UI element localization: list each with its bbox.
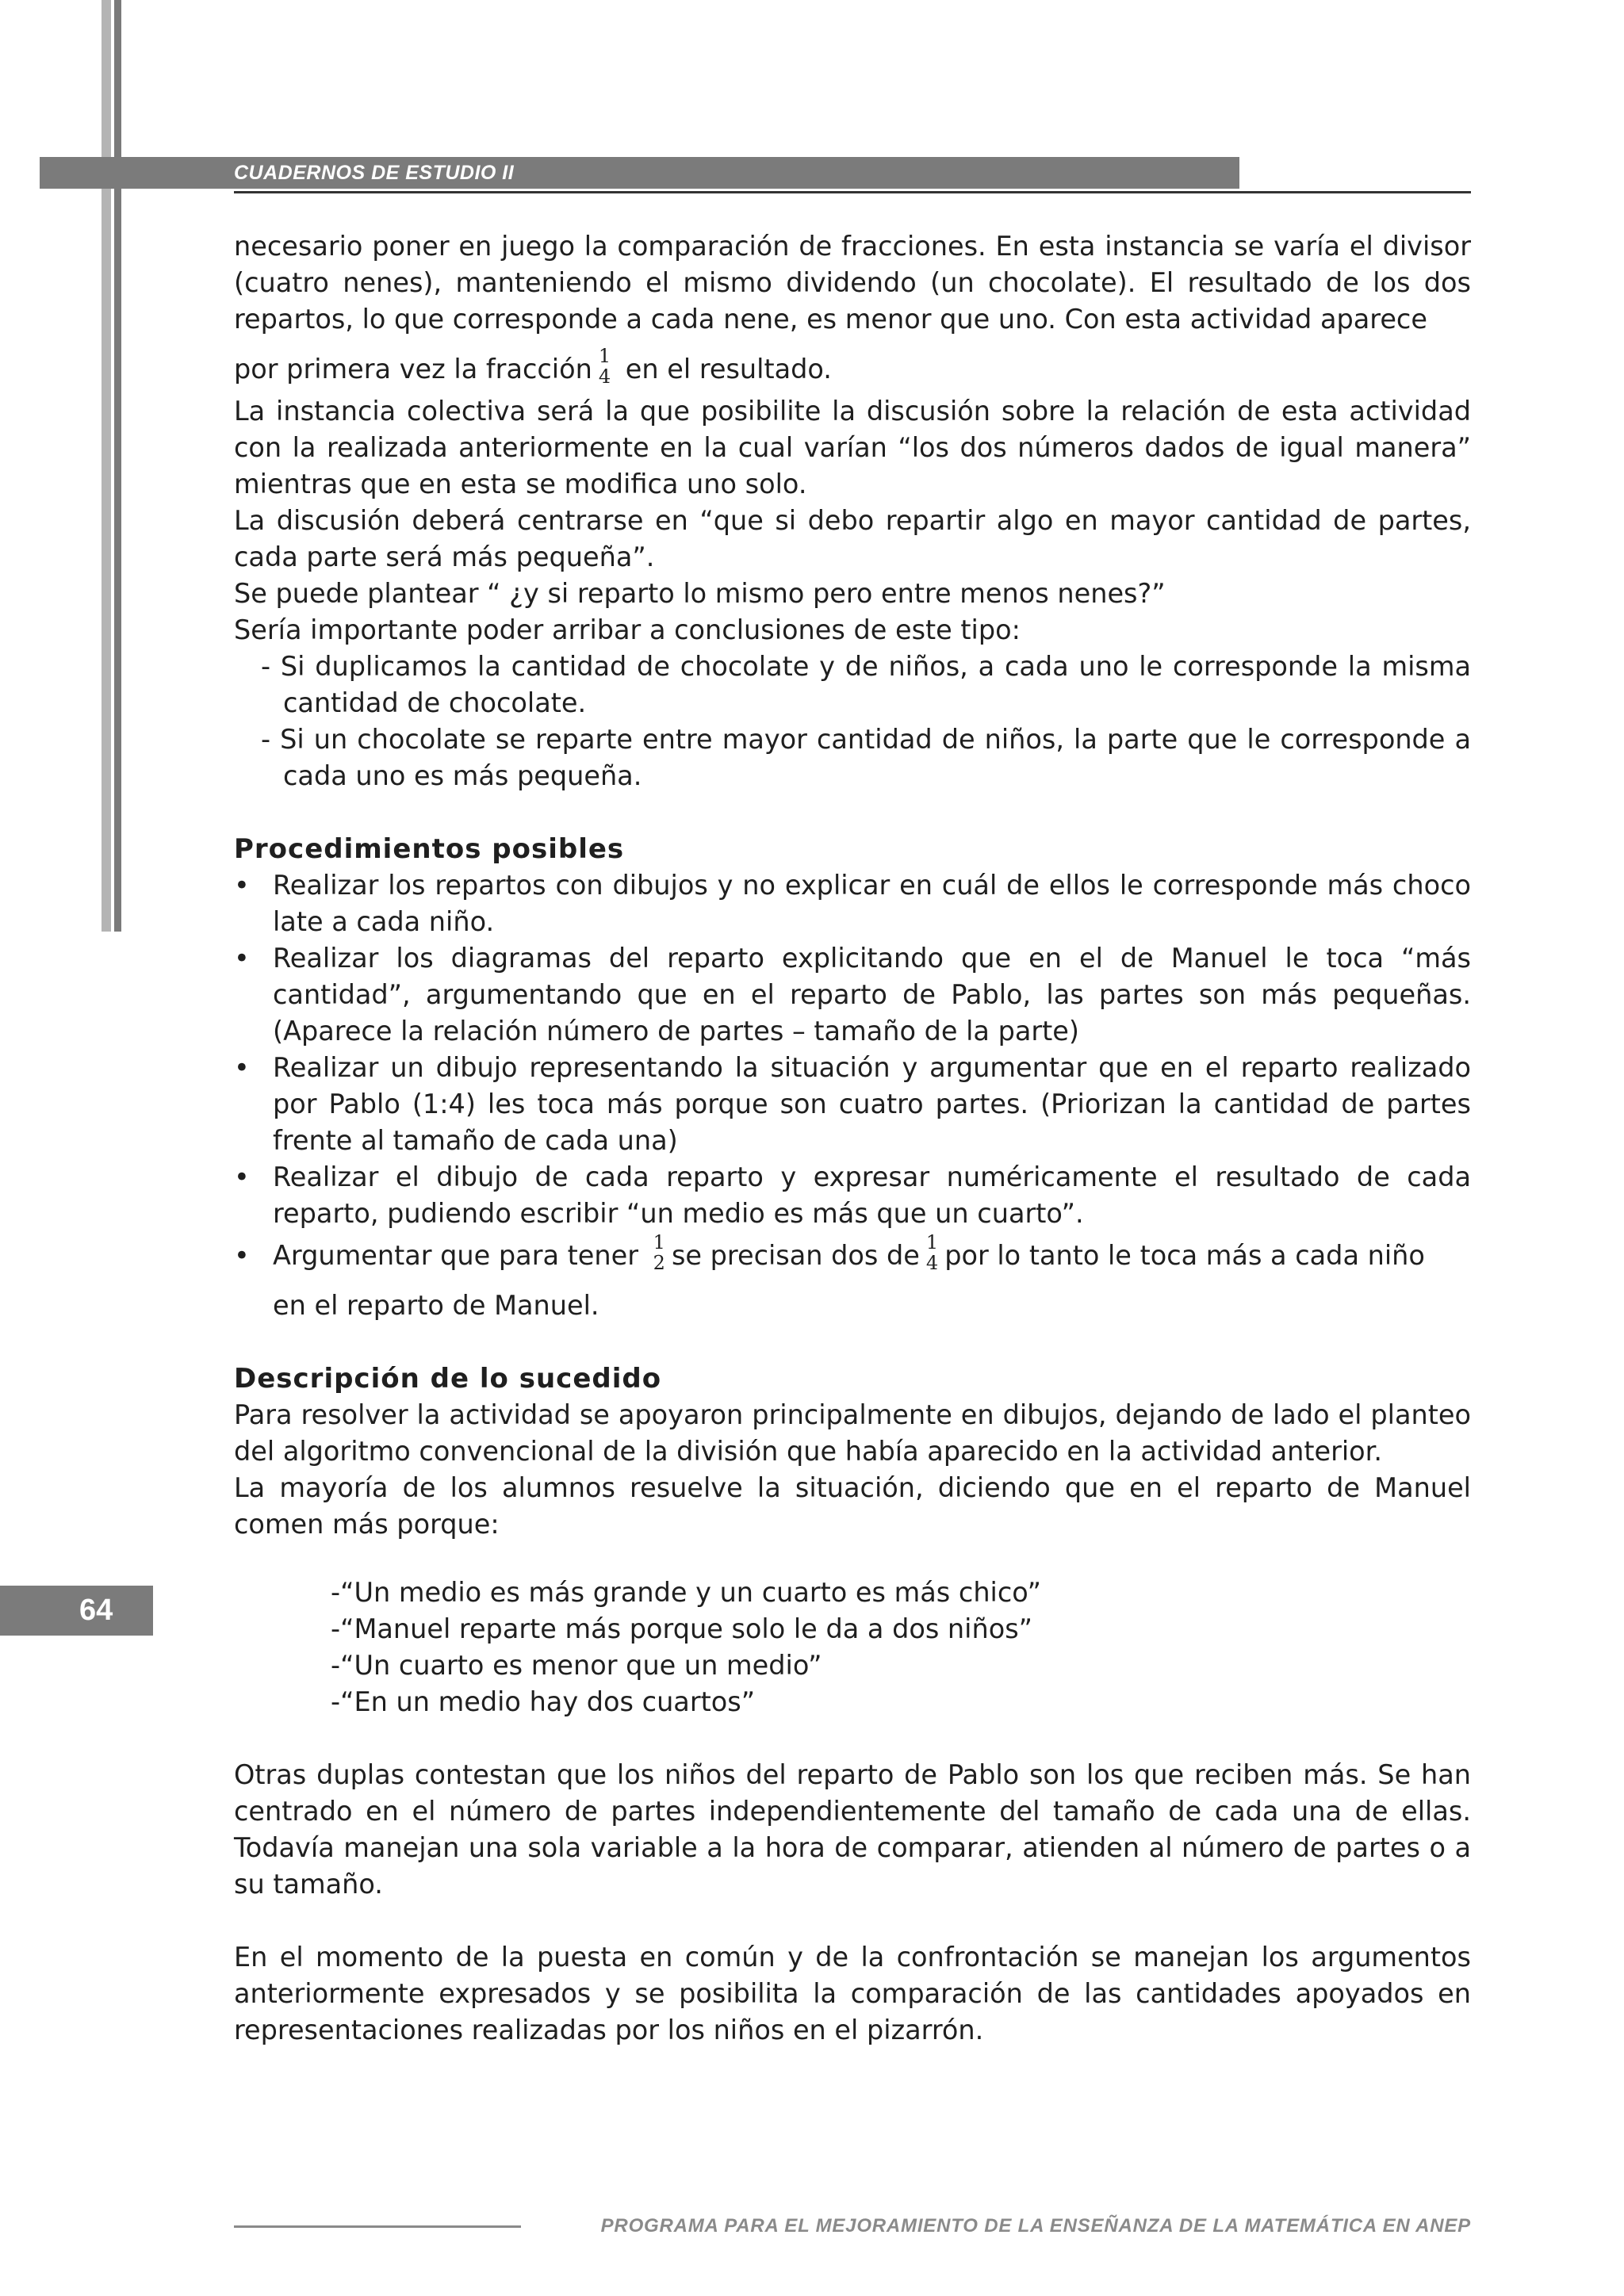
footer-title: PROGRAMA PARA EL MEJORAMIENTO DE LA ENSEÑANZA DE LA MATEMÁTICA EN ANEP [600,2215,1471,2237]
fraction-denominator: 2 [653,1251,665,1274]
fraction-numerator: 1 [925,1230,939,1253]
text-span: se precisan dos de [671,1240,920,1271]
paragraph: La mayoría de los alumnos resuelve la situación, diciendo que en el reparto de Manuel comen más porque: [234,1472,1471,1540]
bullet-icon: • [234,1052,250,1083]
main-text [234,228,1471,2049]
paragraph: Otras duplas contestan que los niños del reparto de Pablo son los que reciben más. Se han centrado en el número de partes independientemente del tamaño de cada una de ellas. Todavía manejan una sola variable a la hora de comparar, atienden al número de partes o a su tamaño. [234,1759,1471,1900]
paragraph: En el momento de la puesta en común y de la confrontación se manejan los argumentos anteriormente expresados y se posibilita la comparación de las cantidades apoyados en representaciones realizadas por los niños en el pizarrón. [234,1942,1471,2045]
section-title-descripcion: Descripción de lo sucedido [234,1363,662,1395]
paragraph-with-fraction [234,346,1471,393]
student-quotes-list [234,1575,1471,1720]
quote-item: -“Manuel reparte más porque solo le da a dos niños” [331,1613,1033,1644]
list-item-text: Realizar los diagramas del reparto explicitando que en el de Manuel le toca “más cantidad”, argumentando que en el reparto de Pablo, las partes son más pequeñas. (Aparece la relación número de partes – tamaño de la parte) [273,943,1471,1047]
paragraph: Para resolver la actividad se apoyaron principalmente en dibujos, dejando de lado el planteo del algoritmo convencional de la división que había aparecido en la actividad anterior. [234,1399,1471,1467]
list-item-text: Realizar un dibujo representando la situación y argumentar que en el reparto realizado por Pablo (1:4) les toca más porque son cuatro partes. (Priorizan la cantidad de partes frente al tamaño de cada una) [273,1052,1471,1156]
fraction-numerator: 1 [598,344,611,367]
conclusions-list [234,649,1471,794]
bullet-icon: • [234,870,250,901]
bullet-icon: • [234,943,250,974]
margin-bar-dark [114,0,121,932]
fraction-numerator: 1 [653,1230,665,1253]
list-item [234,1050,1471,1159]
list-item: - Si un chocolate se reparte entre mayor cantidad de niños, la parte que le corresponde a cada uno es más pequeña. [261,724,1471,791]
paragraph: necesario poner en juego la comparación de fracciones. En esta instancia se varía el divisor (cuatro nenes), manteniendo el mismo dividendo (un chocolate). El resultado de los dos repartos, lo que corresponde a cada nene, es menor que uno. Con esta actividad aparece [234,231,1471,335]
list-item-continuation: en el reparto de Manuel. [273,1290,599,1321]
running-header-title: CUADERNOS DE ESTUDIO II [234,162,515,184]
bullet-icon: • [234,1161,250,1192]
paragraph: Se puede plantear “ ¿y si reparto lo mismo pero entre menos nenes?” [234,578,1166,609]
page-number: 64 [79,1594,113,1627]
paragraph: La discusión deberá centrarse en “que si debo repartir algo en mayor cantidad de partes, cada parte será más pequeña”. [234,505,1471,572]
paragraph: Sería importante poder arribar a conclusiones de este tipo: [234,614,1021,645]
list-item: - Si duplicamos la cantidad de chocolate y de niños, a cada uno le corresponde la misma cantidad de chocolate. [261,651,1471,718]
header-band [40,157,1239,189]
text-span: por primera vez la fracción [234,354,592,385]
quote-item: -“Un medio es más grande y un cuarto es más chico” [331,1577,1041,1608]
list-item-with-fractions [234,1232,1471,1324]
quote-item: -“Un cuarto es menor que un medio” [331,1650,822,1681]
header-rule [234,191,1471,193]
page-number-tab [0,1586,153,1636]
paragraph: La instancia colectiva será la que posibilite la discusión sobre la relación de esta actividad con la realizada anteriormente en la cual varían “los dos números dados de igual manera” mientras que en esta se modifica uno solo. [234,396,1471,499]
list-item [234,1159,1471,1232]
fraction [597,346,612,387]
list-item [234,867,1471,940]
section-title-procedimientos: Procedimientos posibles [234,833,625,865]
fraction-denominator: 4 [925,1251,939,1274]
text-span: en el resultado. [617,354,832,385]
text-span: por lo tanto le toca más a cada niño [944,1240,1425,1271]
fraction [925,1232,940,1273]
margin-bar-light [102,0,111,932]
procedures-list [234,867,1471,1324]
footer-rule [234,2225,521,2228]
fraction [652,1232,667,1273]
bullet-icon: • [234,1240,250,1271]
list-item [234,940,1471,1050]
list-item-text: Realizar el dibujo de cada reparto y expresar numéricamente el resultado de cada reparto, pudiendo escribir “un medio es más que un cuarto”. [273,1161,1471,1229]
list-item-text: Realizar los repartos con dibujos y no explicar en cuál de ellos le corresponde más choco late a cada niño. [273,870,1471,937]
quote-item: -“En un medio hay dos cuartos” [331,1686,756,1717]
fraction-denominator: 4 [598,365,611,388]
text-span: Argumentar que para tener [273,1240,647,1271]
